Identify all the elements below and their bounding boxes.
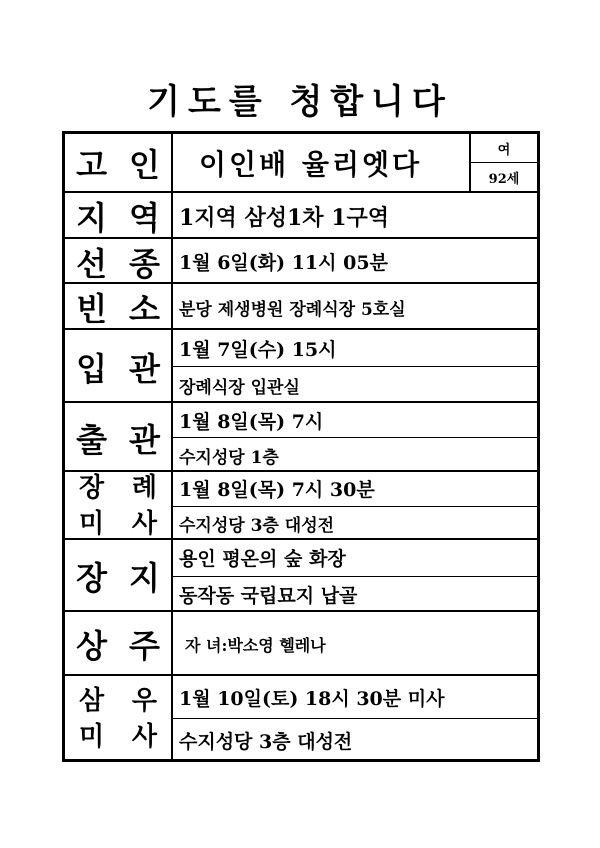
row-label: 장 례 미 사 <box>65 472 173 540</box>
burial-columbarium: 동작동 국립묘지 납골 <box>173 576 537 613</box>
row-label: 입관 <box>65 330 173 403</box>
region-value: 1지역 삼성1차 1구역 <box>179 204 390 231</box>
row-region <box>65 191 537 239</box>
row-label: 출관 <box>65 403 173 472</box>
departure-time: 1월 8일(목) 7시 <box>179 410 324 433</box>
age: 92세 <box>471 162 537 191</box>
row-deceased <box>65 134 537 191</box>
burial-cremation: 용인 평온의 숲 화장 <box>179 548 346 571</box>
deceased-name: 이인배 율리엣다 <box>199 147 423 181</box>
row-label: 지역 <box>65 193 173 239</box>
row-label: 삼 우 미 사 <box>65 676 173 761</box>
encoffining-place: 장례식장 입관실 <box>173 366 537 403</box>
row-encoffining <box>65 328 537 403</box>
third-day-mass-place: 수지성당 3층 대성전 <box>173 718 537 761</box>
row-third-day-mass <box>65 674 537 761</box>
departure-place: 수지성당 1층 <box>173 437 537 472</box>
row-label: 장지 <box>65 540 173 612</box>
row-mortuary <box>65 282 537 330</box>
row-values <box>173 134 469 191</box>
row-label: 빈소 <box>65 284 173 330</box>
row-death <box>65 237 537 284</box>
row-label: 고인 <box>65 134 173 191</box>
chief-mourner-name: 자 녀:박소영 헬레나 <box>185 635 326 655</box>
row-label: 선종 <box>65 239 173 284</box>
encoffining-time: 1월 7일(수) 15시 <box>179 338 337 361</box>
page-title: 기도를 청합니다 <box>147 82 453 122</box>
gender-age-box <box>469 134 537 191</box>
funeral-mass-time: 1월 8일(목) 7시 30분 <box>179 479 375 502</box>
row-chief-mourner <box>65 610 537 676</box>
obituary-table <box>62 131 540 762</box>
gender: 여 <box>497 142 511 158</box>
row-departure <box>65 401 537 472</box>
mortuary-location: 분당 제생병원 장례식장 5호실 <box>179 299 406 320</box>
row-burial <box>65 538 537 612</box>
death-date: 1월 6일(화) 11시 05분 <box>179 252 388 274</box>
row-funeral-mass <box>65 470 537 540</box>
third-day-mass-time: 1월 10일(토) 18시 30분 미사 <box>179 687 445 710</box>
row-label: 상주 <box>65 612 173 676</box>
funeral-mass-place: 수지성당 3층 대성전 <box>173 506 537 541</box>
